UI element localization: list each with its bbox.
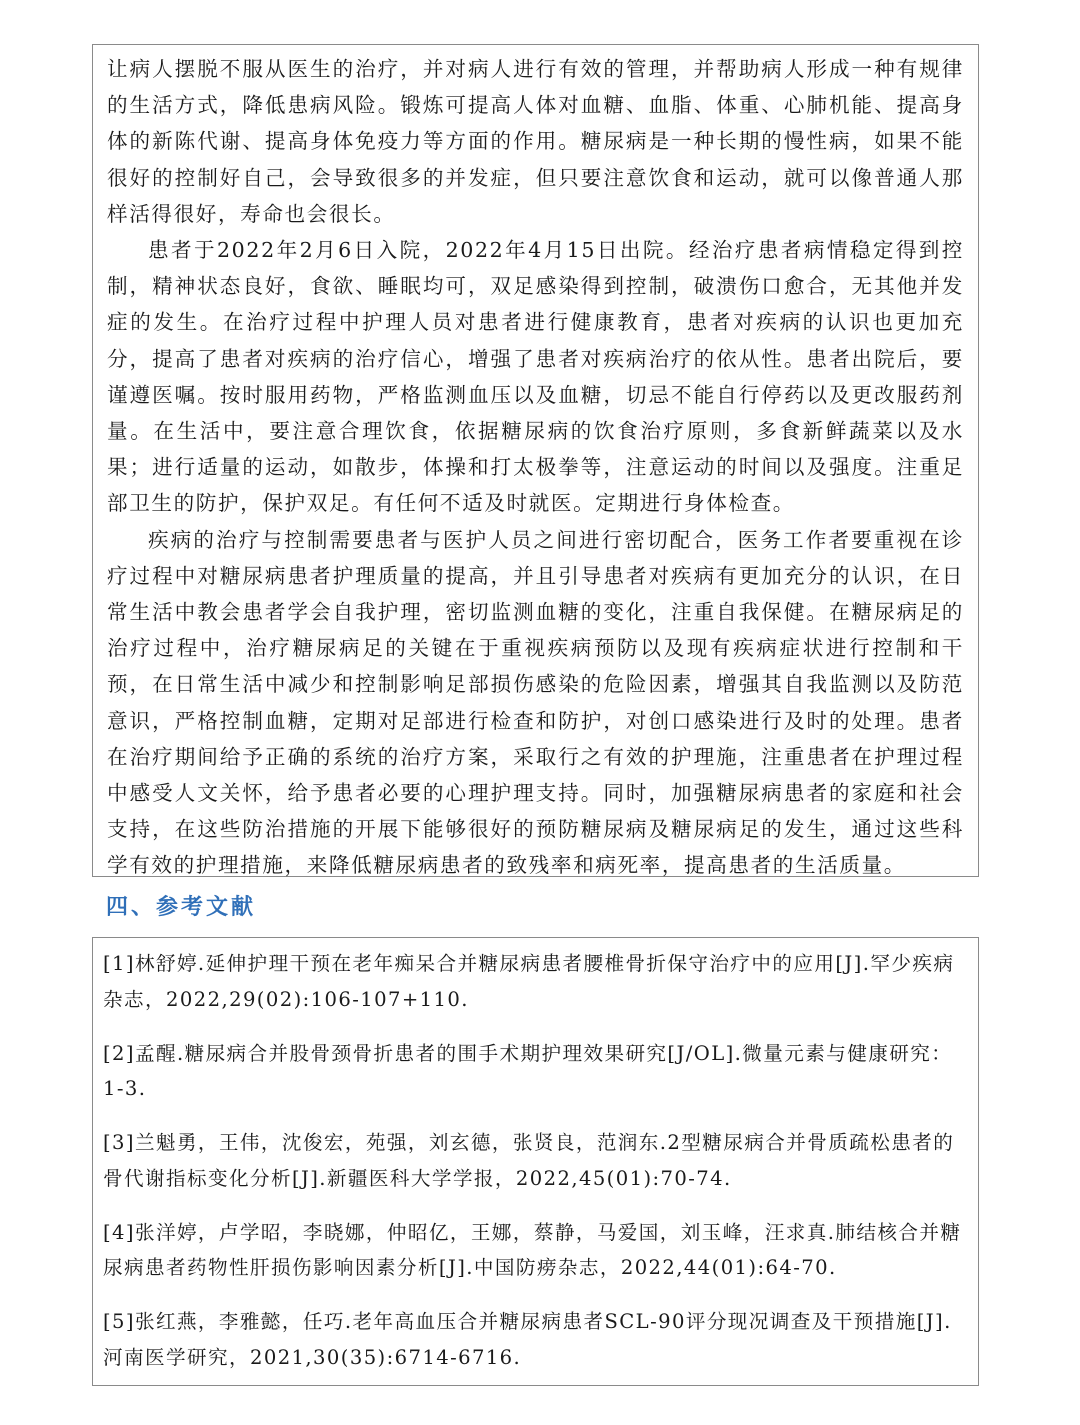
body-text-box <box>92 44 979 877</box>
body-paragraph-1: 让病人摆脱不服从医生的治疗，并对病人进行有效的管理，并帮助病人形成一种有规律的生活方式，降低患病风险。锻炼可提高人体对血糖、血脂、体重、心肺机能、提高身体的新陈代谢、提高身体免疫力等方面的作用。糖尿病是一种长期的慢性病，如果不能很好的控制好自己，会导致很多的并发症，但只要注意饮食和运动，就可以像普通人那样活得很好，寿命也会很长。 <box>107 57 964 226</box>
reference-item-2: [2]孟醒.糖尿病合并股骨颈骨折患者的围手术期护理效果研究[J/OL].微量元素与健康研究：1-3. <box>103 1041 953 1100</box>
reference-item-5: [5]张红燕，李雅懿，任巧.老年高血压合并糖尿病患者SCL-90评分现况调查及干预措施[J].河南医学研究，2021,30(35):6714-6716. <box>103 1310 952 1369</box>
body-paragraph-2: 患者于2022年2月6日入院，2022年4月15日出院。经治疗患者病情稳定得到控制，精神状态良好，食欲、睡眠均可，双足感染得到控制，破溃伤口愈合，无其他并发症的发生。在治疗过程中护理人员对患者进行健康教育，患者对疾病的认识也更加充分，提高了患者对疾病的治疗信心，增强了患者对疾病治疗的依从性。患者出院后，要谨遵医嘱。按时服用药物，严格监测血压以及血糖，切忌不能自行停药以及更改服药剂量。在生活中，要注意合理饮食，依据糖尿病的饮食治疗原则，多食新鲜蔬菜以及水果；进行适量的运动，如散步，体操和打太极拳等，注意运动的时间以及强度。注重足部卫生的防护，保护双足。有任何不适及时就医。定期进行身体检查。 <box>107 238 964 516</box>
reference-item-1: [1]林舒婷.延伸护理干预在老年痴呆合并糖尿病患者腰椎骨折保守治疗中的应用[J].罕少疾病杂志，2022,29(02):106-107+110. <box>103 952 955 1011</box>
reference-item-4: [4]张洋婷，卢学昭，李晓娜，仲昭亿，王娜，蔡静，马爱国，刘玉峰，汪求真.肺结核合并糖尿病患者药物性肝损伤影响因素分析[J].中国防痨杂志，2022,44(01):64-70. <box>103 1220 962 1279</box>
references-heading: 四、参考文献 <box>106 894 257 920</box>
references-box <box>92 937 979 1386</box>
reference-item-3: [3]兰魁勇，王伟，沈俊宏，苑强，刘玄德，张贤良，范润东.2型糖尿病合并骨质疏松患者的骨代谢指标变化分析[J].新疆医科大学学报，2022,45(01):70-74. <box>103 1131 955 1190</box>
body-paragraph-3: 疾病的治疗与控制需要患者与医护人员之间进行密切配合，医务工作者要重视在诊疗过程中对糖尿病患者护理质量的提高，并且引导患者对疾病有更加充分的认识，在日常生活中教会患者学会自我护理，密切监测血糖的变化，注重自我保健。在糖尿病足的治疗过程中，治疗糖尿病足的关键在于重视疾病预防以及现有疾病症状进行控制和干预，在日常生活中减少和控制影响足部损伤感染的危险因素，增强其自我监测以及防范意识，严格控制血糖，定期对足部进行检查和防护，对创口感染进行及时的处理。患者在治疗期间给予正确的系统的治疗方案，采取行之有效的护理施，注重患者在护理过程中感受人文关怀，给予患者必要的心理护理支持。同时，加强糖尿病患者的家庭和社会支持，在这些防治措施的开展下能够很好的预防糖尿病及糖尿病足的发生，通过这些科学有效的护理措施，来降低糖尿病患者的致残率和病死率，提高患者的生活质量。 <box>107 527 964 878</box>
